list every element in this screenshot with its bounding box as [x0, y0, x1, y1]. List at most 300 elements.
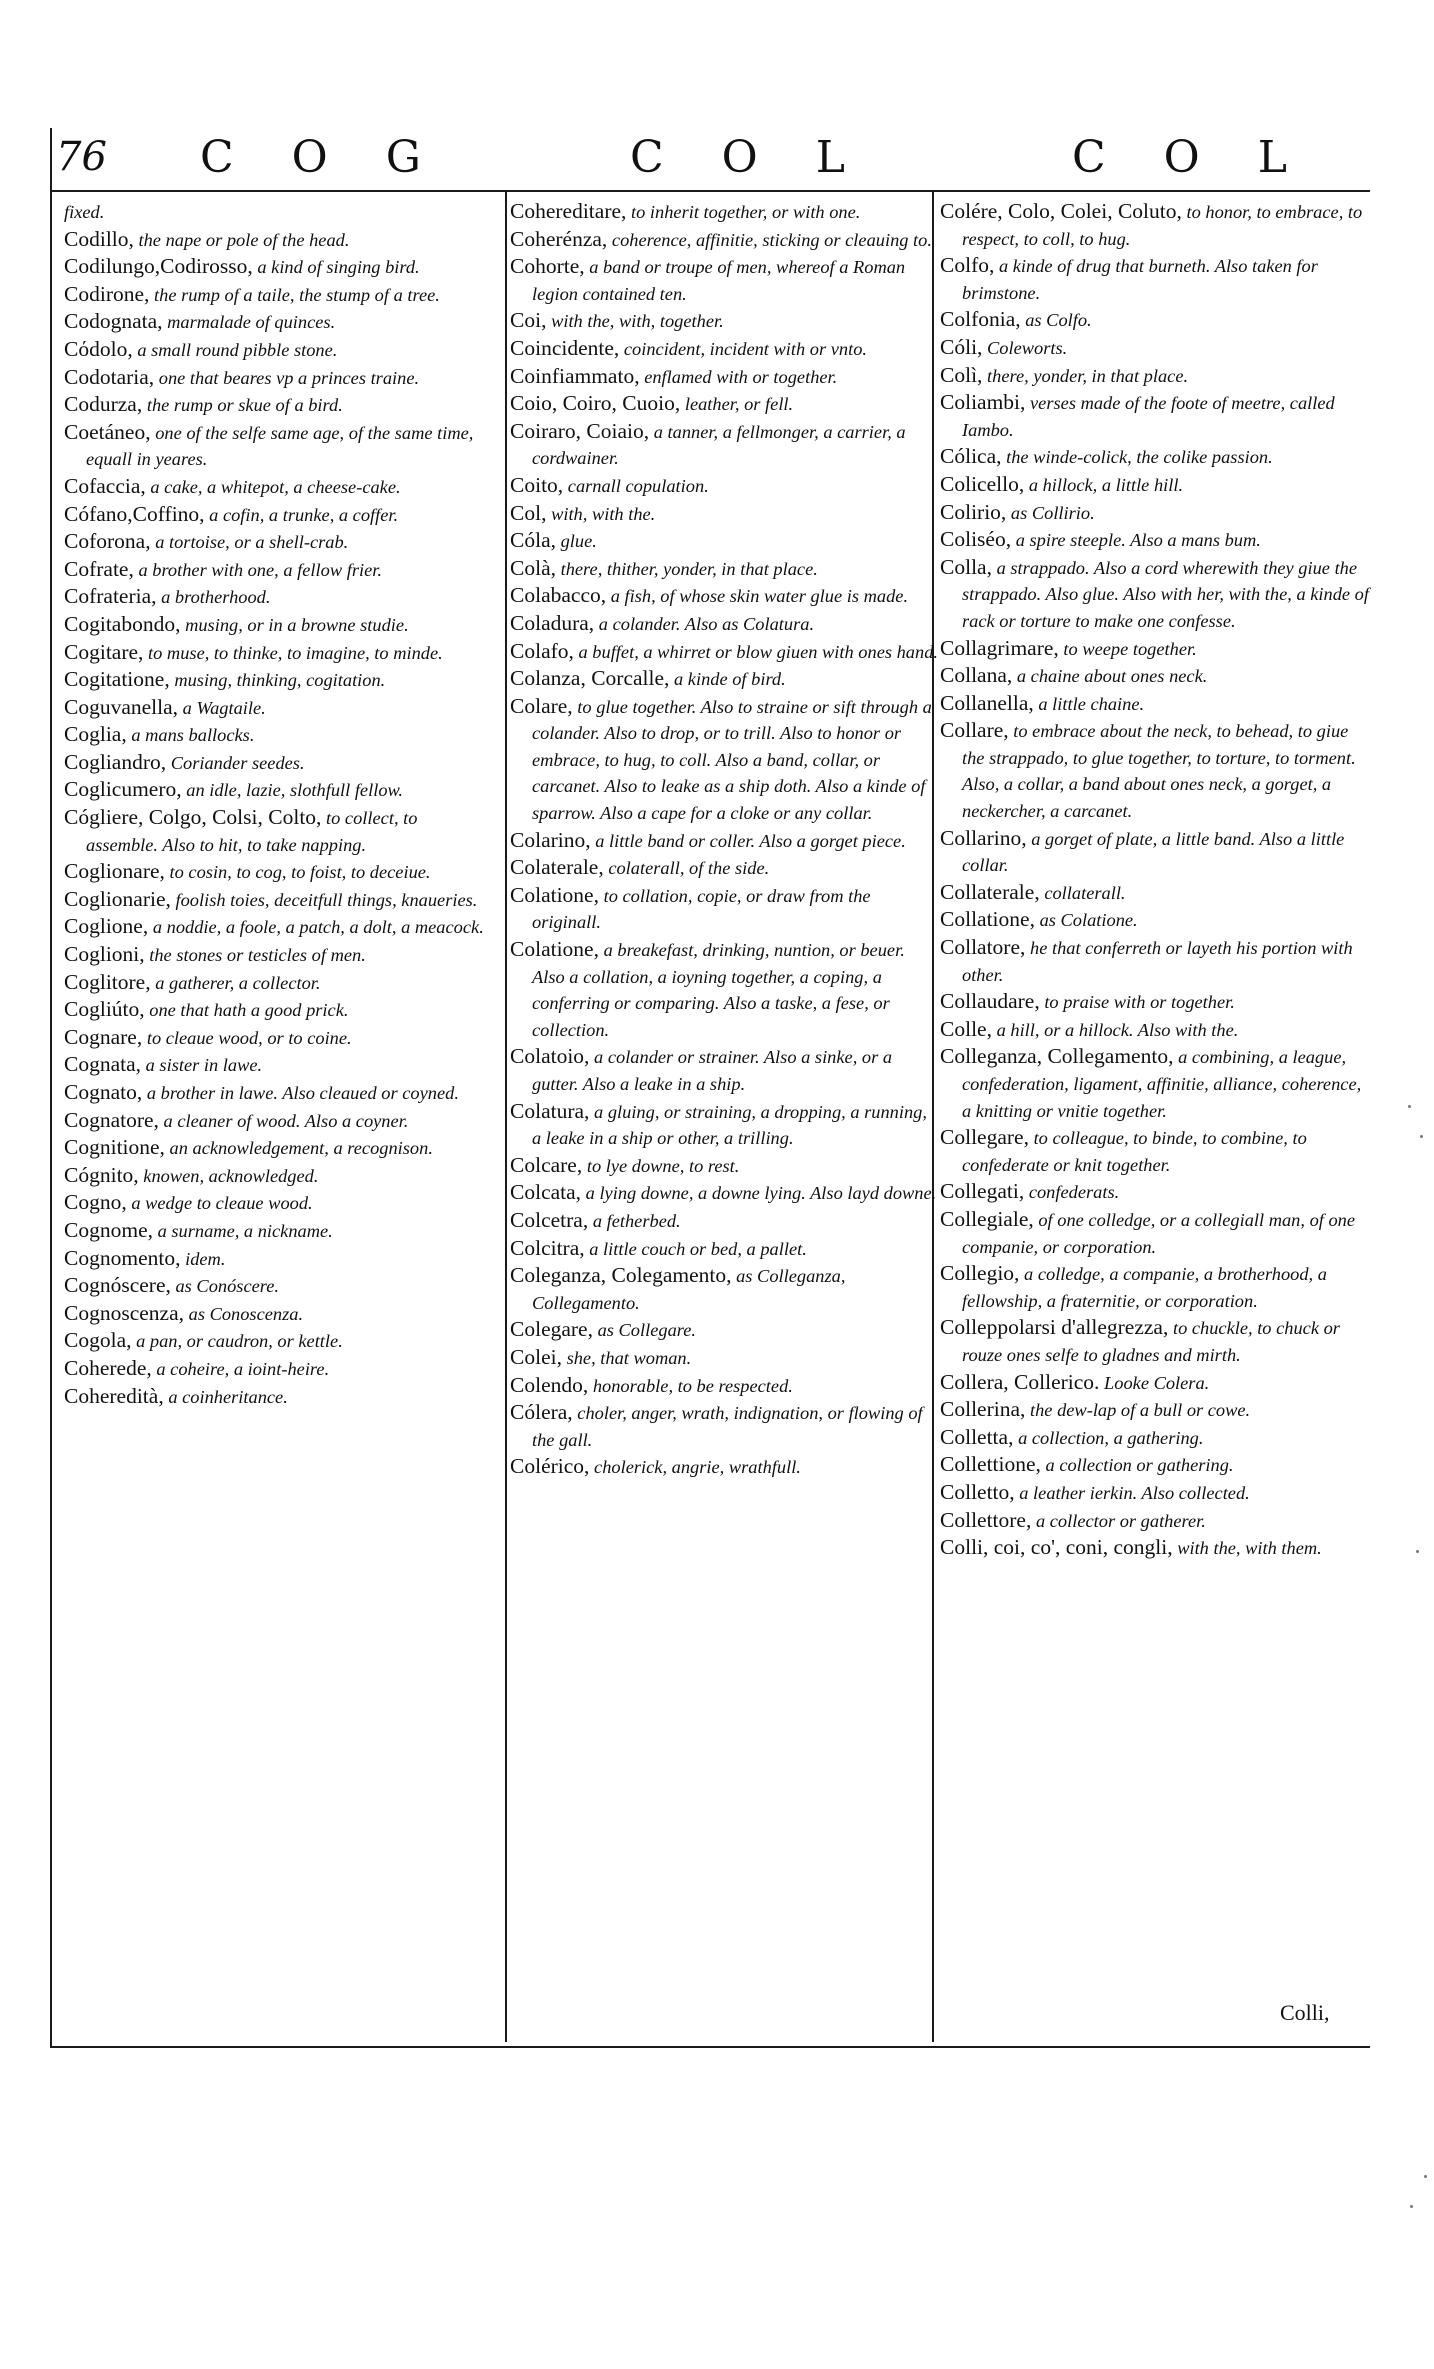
running-head-middle: C O L: [630, 132, 867, 183]
entry-definition: a fetherbed.: [592, 1210, 681, 1231]
dictionary-entry: [510, 527, 940, 555]
entry-headword: Coglioni,: [64, 942, 145, 967]
entry-definition: he that conferreth or layeth his portion with other.: [962, 938, 1353, 985]
entry-definition: as Colatione.: [1039, 910, 1138, 931]
entry-headword: Cogola,: [64, 1328, 132, 1353]
entry-headword: Colanza, Corcalle,: [510, 666, 670, 691]
entry-definition: verses made of the foote of meetre, called Iambo.: [962, 393, 1335, 440]
entry-definition: a strappado. Also a cord wherewith they giue the strappado. Also glue. Also with her, with the, a kinde of rack or torture to make one confesse.: [962, 557, 1369, 631]
dictionary-entry: [64, 666, 494, 694]
entry-headword: Collagrimare,: [940, 635, 1059, 660]
dictionary-entry: [64, 419, 494, 473]
entry-headword: Codillo,: [64, 226, 134, 251]
entry-headword: Collaterale,: [940, 879, 1040, 904]
entry-definition: the nape or pole of the head.: [138, 229, 350, 250]
entry-definition: a gluing, or straining, a dropping, a running, a leake in a ship or other, a trilling.: [532, 1101, 927, 1149]
dictionary-entry: [940, 717, 1370, 824]
dictionary-entry: [64, 1383, 494, 1411]
dictionary-entry: [510, 390, 940, 418]
entry-headword: Coio, Coiro, Cuoio,: [510, 391, 681, 416]
entry-headword: Collera, Collerico.: [940, 1369, 1100, 1394]
entry-headword: Cogliandro,: [64, 749, 167, 774]
dictionary-entry: [940, 1534, 1370, 1562]
dictionary-entry: [510, 226, 940, 254]
entry-definition: collaterall.: [1044, 882, 1126, 903]
entry-definition: choler, anger, wrath, indignation, or flowing of the gall.: [532, 1403, 923, 1450]
dictionary-entry: [940, 906, 1370, 934]
entry-definition: leather, or fell.: [684, 394, 794, 415]
dictionary-entry: [64, 391, 494, 419]
dictionary-entry: [64, 583, 494, 611]
entry-definition: to cleaue wood, or to coine.: [146, 1027, 352, 1048]
entry-definition: knowen, acknowledged.: [143, 1165, 319, 1186]
entry-definition: a little couch or bed, a pallet.: [589, 1238, 807, 1259]
entry-headword: Collegio,: [940, 1261, 1020, 1286]
entry-headword: Colarino,: [510, 827, 591, 852]
entry-definition: a cofin, a trunke, a coffer.: [209, 504, 399, 525]
entry-definition: honorable, to be respected.: [592, 1375, 793, 1396]
entry-definition: a collection, a gathering.: [1018, 1427, 1204, 1448]
dictionary-entry: [64, 1051, 494, 1079]
entry-headword: Coincidente,: [510, 335, 620, 360]
entry-definition: musing, thinking, cogitation.: [174, 670, 386, 691]
entry-headword: Col,: [510, 500, 547, 525]
dictionary-entry: [64, 1217, 494, 1245]
entry-headword: Codirone,: [64, 281, 150, 306]
entry-definition: Looke Colera.: [1104, 1372, 1210, 1393]
entry-headword: Coinfiammato,: [510, 363, 640, 388]
entry-definition: to colleague, to binde, to combine, to confederate or knit together.: [962, 1128, 1307, 1175]
entry-headword: Cognare,: [64, 1024, 143, 1049]
dictionary-entry: [510, 363, 940, 391]
entry-definition: a chaine about ones neck.: [1016, 666, 1208, 687]
dictionary-entry: [64, 308, 494, 336]
entry-definition: a spire steeple. Also a mans bum.: [1015, 530, 1261, 551]
entry-definition: the winde-colick, the colike passion.: [1006, 447, 1273, 468]
dictionary-entry: [510, 555, 940, 583]
entry-headword: Cohereditare,: [510, 199, 627, 223]
entry-headword: Cognitione,: [64, 1135, 165, 1160]
entry-headword: Cogitatione,: [64, 667, 170, 692]
entry-definition: a noddie, a foole, a patch, a dolt, a meacock.: [152, 917, 484, 938]
entry-headword: Codotaria,: [64, 364, 155, 389]
scan-speck: [1410, 2205, 1413, 2208]
entry-headword: Colére, Colo, Colei, Coluto,: [940, 199, 1182, 223]
entry-headword: Colirio,: [940, 499, 1007, 524]
catchword: Colli,: [1280, 2000, 1330, 2025]
entry-headword: Colatoio,: [510, 1044, 590, 1069]
entry-headword: Coheredità,: [64, 1383, 164, 1408]
entry-definition: as Conóscere.: [175, 1276, 280, 1297]
dictionary-entry: [64, 1189, 494, 1217]
dictionary-entry: [940, 1016, 1370, 1044]
entry-definition: as Colfo.: [1025, 310, 1092, 331]
entry-definition: a gorget of plate, a little band. Also a little collar.: [962, 828, 1345, 876]
entry-definition: a little chaine.: [1038, 693, 1145, 714]
dictionary-entry: [64, 776, 494, 804]
entry-headword: Colcare,: [510, 1152, 583, 1177]
dictionary-entry: [510, 472, 940, 500]
entry-definition: a pan, or caudron, or kettle.: [136, 1331, 343, 1352]
dictionary-entry: [64, 1245, 494, 1273]
dictionary-entry: [510, 1399, 940, 1453]
entry-headword: Coguvanella,: [64, 694, 179, 719]
entry-headword: Collatore,: [940, 935, 1026, 960]
dictionary-entry: [940, 554, 1370, 635]
entry-definition: a cake, a whitepot, a cheese-cake.: [150, 476, 401, 497]
dictionary-entry: [64, 1327, 494, 1355]
scan-speck: [1420, 1135, 1423, 1138]
entry-definition: a lying downe, a downe lying. Also layd downe.: [585, 1183, 937, 1204]
entry-definition: as Collirio.: [1010, 502, 1095, 523]
dictionary-entry: [510, 1316, 940, 1344]
dictionary-entry: [940, 198, 1370, 252]
entry-headword: Cógnito,: [64, 1162, 139, 1187]
entry-headword: Colaterale,: [510, 855, 604, 880]
entry-headword: Cogno,: [64, 1190, 127, 1215]
entry-headword: Coglionarie,: [64, 886, 171, 911]
dictionary-entry: [64, 1107, 494, 1135]
dictionary-entry: [940, 1479, 1370, 1507]
entry-headword: Coglionare,: [64, 859, 165, 884]
entry-headword: Collana,: [940, 663, 1013, 688]
entry-definition: the rump or skue of a bird.: [146, 395, 343, 416]
entry-definition: carnall copulation.: [567, 475, 709, 496]
dictionary-entry: [64, 611, 494, 639]
entry-headword: Collanella,: [940, 690, 1034, 715]
entry-definition: a cleaner of wood. Also a coyner.: [163, 1110, 409, 1131]
entry-headword: Cóla,: [510, 528, 556, 553]
entry-headword: Coglione,: [64, 914, 149, 939]
dictionary-entry: [940, 825, 1370, 879]
entry-definition: cholerick, angrie, wrathfull.: [594, 1457, 801, 1478]
entry-definition: a leather ierkin. Also collected.: [1019, 1482, 1250, 1503]
dictionary-entry: [510, 1372, 940, 1400]
dictionary-entry: [64, 1300, 494, 1328]
dictionary-entry: [940, 934, 1370, 988]
entry-definition: a brother in lawe. Also cleaued or coyned.: [146, 1083, 459, 1103]
dictionary-entry: [940, 662, 1370, 690]
entry-definition: a sister in lawe.: [145, 1055, 263, 1076]
entry-definition: Coleworts.: [987, 337, 1068, 358]
entry-definition: the rump of a taile, the stump of a tree.: [154, 284, 440, 305]
entry-definition: to lye downe, to rest.: [586, 1155, 740, 1176]
column-divider-1: [505, 192, 507, 2042]
entry-headword: Colli, coi, co', coni, congli,: [940, 1535, 1173, 1560]
dictionary-entry: [64, 364, 494, 392]
page-number: 76: [56, 134, 107, 180]
entry-definition: a kinde of bird.: [674, 669, 786, 690]
dictionary-entry: [64, 721, 494, 749]
entry-headword: Codilungo,Codirosso,: [64, 254, 253, 279]
dictionary-entry: [64, 913, 494, 941]
entry-definition: an idle, lazie, slothfull fellow.: [186, 780, 404, 801]
entry-headword: Collarino,: [940, 825, 1027, 850]
dictionary-entry: [510, 610, 940, 638]
dictionary-entry: [64, 858, 494, 886]
entry-definition: a wedge to cleaue wood.: [131, 1193, 313, 1214]
entry-headword: Colabacco,: [510, 583, 607, 608]
dictionary-entry: [510, 1453, 940, 1481]
dictionary-entry: [64, 941, 494, 969]
entry-definition: glue.: [560, 531, 597, 552]
entry-headword: Colla,: [940, 554, 992, 579]
entry-headword: Coglia,: [64, 722, 127, 747]
entry-definition: a colledge, a companie, a brotherhood, a fellowship, a fraternitie, or corporation.: [962, 1264, 1327, 1311]
entry-definition: a little band or coller. Also a gorget piece.: [595, 830, 906, 851]
entry-definition: idem.: [185, 1248, 226, 1269]
entry-headword: Cognato,: [64, 1080, 143, 1104]
dictionary-entry: [64, 473, 494, 501]
dictionary-entry: [510, 1344, 940, 1372]
dictionary-entry: [940, 252, 1370, 306]
entry-definition: with the, with them.: [1177, 1538, 1322, 1559]
entry-headword: Codurza,: [64, 392, 143, 417]
entry-headword: Cofrate,: [64, 556, 134, 581]
dictionary-entry: [940, 1260, 1370, 1314]
entry-definition: a hillock, a little hill.: [1028, 474, 1184, 495]
entry-headword: Cognóscere,: [64, 1273, 171, 1298]
dictionary-entry: [940, 1124, 1370, 1178]
entry-definition: a brother with one, a fellow frier.: [138, 559, 382, 580]
entry-definition: a gatherer, a collector.: [155, 972, 321, 993]
dictionary-entry: [940, 362, 1370, 390]
entry-definition: coincident, incident with or vnto.: [623, 338, 867, 359]
entry-definition: enflamed with or together.: [644, 366, 838, 387]
entry-definition: as Collegare.: [597, 1320, 697, 1341]
entry-headword: Colletta,: [940, 1424, 1014, 1449]
dictionary-entry: [64, 694, 494, 722]
dictionary-entry: [64, 1024, 494, 1052]
entry-headword: Cogliúto,: [64, 997, 145, 1022]
entry-headword: Collettione,: [940, 1452, 1041, 1477]
dictionary-entry: [510, 307, 940, 335]
entry-definition: a brotherhood.: [161, 587, 271, 608]
entry-headword: Cógliere, Colgo, Colsi, Colto,: [64, 805, 322, 830]
entry-headword: Coglitore,: [64, 969, 151, 994]
entry-definition: to weepe together.: [1063, 638, 1197, 659]
entry-headword: Colafo,: [510, 638, 574, 663]
dictionary-entry: [940, 1043, 1370, 1124]
entry-definition: as Colleganza, Collegamento.: [532, 1266, 846, 1313]
dictionary-entry: [940, 1178, 1370, 1206]
entry-definition: a combining, a league, confederation, ligament, affinitie, alliance, coherence, a knitting or vnitie together.: [962, 1047, 1362, 1121]
entry-headword: Collegare,: [940, 1125, 1029, 1150]
dictionary-entry: [64, 1134, 494, 1162]
dictionary-entry: [940, 1314, 1370, 1368]
entry-headword: Coladura,: [510, 610, 595, 635]
dictionary-entry: [940, 526, 1370, 554]
entry-headword: Cόdolo,: [64, 336, 133, 361]
entry-headword: Colletto,: [940, 1479, 1015, 1504]
left-margin-rule: [50, 128, 52, 2048]
entry-definition: a coheire, a ioint-heire.: [156, 1358, 330, 1379]
dictionary-entry: [510, 1179, 940, 1207]
entry-definition: to embrace about the neck, to behead, to giue the strappado, to glue together, to torture, to torment. Also, a collar, a band about ones neck, a gorget, a neckercher, a carcanet.: [962, 721, 1356, 822]
dictionary-entry: [510, 198, 940, 226]
scan-speck: [1424, 2175, 1427, 2178]
entry-definition: to chuckle, to chuck or rouze ones selfe to gladnes and mirth.: [962, 1318, 1340, 1365]
entry-definition: to cosin, to cog, to foist, to deceiue.: [169, 862, 431, 883]
entry-headword: Coliambi,: [940, 390, 1026, 415]
entry-definition: one of the selfe same age, of the same time, equall in yeares.: [86, 422, 474, 470]
dictionary-entry: [510, 418, 940, 472]
entry-headword: Colfonia,: [940, 307, 1021, 332]
dictionary-entry: [940, 1451, 1370, 1479]
dictionary-entry: [510, 1098, 940, 1152]
entry-definition: to honor, to embrace, to respect, to coll, to hug.: [962, 202, 1363, 249]
dictionary-entry: [64, 886, 494, 914]
entry-headword: Colleganza, Collegamento,: [940, 1044, 1174, 1069]
dictionary-entry: [510, 253, 940, 307]
column-right: [940, 198, 1370, 1562]
entry-headword: Cólera,: [510, 1400, 573, 1425]
entry-headword: Colatura,: [510, 1098, 590, 1123]
entry-headword: Collaudare,: [940, 989, 1040, 1014]
dictionary-entry: [510, 882, 940, 936]
dictionary-entry: [64, 1079, 494, 1107]
dictionary-entry: [64, 969, 494, 997]
dictionary-entry: [64, 198, 494, 226]
dictionary-entry: [510, 335, 940, 363]
entry-definition: to praise with or together.: [1044, 992, 1235, 1013]
entry-headword: Coforona,: [64, 529, 151, 554]
entry-headword: Cogitare,: [64, 639, 144, 664]
dictionary-entry: [940, 334, 1370, 362]
entry-definition: a Wagtaile.: [182, 697, 266, 718]
dictionary-entry: [940, 306, 1370, 334]
entry-definition: the dew-lap of a bull or cowe.: [1030, 1400, 1251, 1421]
scan-speck: [1416, 1550, 1419, 1553]
entry-definition: one that hath a good prick.: [149, 1000, 349, 1021]
dictionary-entry: [510, 1235, 940, 1263]
dictionary-entry: [940, 1396, 1370, 1424]
entry-headword: Colegare,: [510, 1317, 593, 1342]
entry-definition: to muse, to thinke, to imagine, to minde.: [148, 642, 443, 663]
entry-headword: Coi,: [510, 308, 547, 333]
dictionary-entry: [64, 501, 494, 529]
entry-headword: Collare,: [940, 718, 1009, 743]
entry-definition: there, yonder, in that place.: [987, 365, 1189, 386]
dictionary-entry: [64, 226, 494, 254]
entry-definition: to collation, copie, or draw from the originall.: [532, 885, 871, 933]
entry-headword: Colleppolarsi d'allegrezza,: [940, 1315, 1169, 1340]
entry-definition: to inherit together, or with one.: [631, 202, 861, 222]
dictionary-entry: [64, 639, 494, 667]
entry-definition: a colander. Also as Colatura.: [598, 613, 815, 634]
entry-headword: Collegati,: [940, 1179, 1025, 1204]
dictionary-entry: [64, 253, 494, 281]
entry-headword: Cohorte,: [510, 254, 585, 279]
dictionary-entry: [64, 556, 494, 584]
dictionary-entry: [940, 690, 1370, 718]
dictionary-entry: [510, 1043, 940, 1097]
entry-definition: coherence, affinitie, sticking or cleauing to.: [611, 229, 932, 250]
entry-headword: Colfo,: [940, 253, 995, 278]
dictionary-entry: [940, 389, 1370, 443]
entry-definition: a band or troupe of men, whereof a Roman legion contained ten.: [532, 257, 906, 304]
entry-definition: confederats.: [1028, 1182, 1120, 1203]
entry-headword: Cofrateria,: [64, 584, 157, 609]
entry-headword: Colicello,: [940, 471, 1025, 496]
dictionary-entry: [64, 336, 494, 364]
entry-definition: a breakefast, drinking, nuntion, or beuer. Also a collation, a ioyning together, a coping, a conferring or comparing. Also a taske, a fese, or collection.: [532, 940, 905, 1040]
entry-headword: Colatione,: [510, 937, 599, 962]
entry-definition: a fish, of whose skin water glue is made.: [610, 586, 909, 607]
dictionary-entry: [64, 528, 494, 556]
dictionary-entry: [64, 804, 494, 858]
entry-headword: Coherede,: [64, 1355, 152, 1380]
entry-definition: one that beares vp a princes traine.: [158, 367, 420, 388]
entry-definition: with the, with, together.: [551, 311, 724, 332]
entry-definition: an acknowledgement, a recognison.: [169, 1138, 433, 1159]
bottom-rule: [50, 2046, 1370, 2048]
dictionary-entry: [510, 582, 940, 610]
running-head-right: C O L: [1072, 132, 1309, 183]
dictionary-entry: [940, 443, 1370, 471]
dictionary-entry: [510, 1152, 940, 1180]
entry-headword: Colei,: [510, 1344, 562, 1369]
entry-headword: Colatione,: [510, 882, 599, 907]
entry-headword: Collatione,: [940, 907, 1035, 932]
entry-definition: as Conoscenza.: [188, 1303, 304, 1324]
entry-headword: Colendo,: [510, 1372, 589, 1397]
entry-headword: Cófano,Coffino,: [64, 501, 205, 526]
entry-definition: musing, or in a browne studie.: [185, 614, 409, 635]
entry-headword: Coetáneo,: [64, 419, 151, 444]
entry-definition: to collect, to assemble. Also to hit, to take napping.: [86, 808, 418, 855]
entry-headword: Coglicumero,: [64, 777, 182, 802]
entry-definition: a buffet, a whirret or blow giuen with ones hand.: [578, 641, 938, 662]
dictionary-entry: [64, 281, 494, 309]
dictionary-entry: [510, 665, 940, 693]
dictionary-entry: [510, 1207, 940, 1235]
entry-definition: a tortoise, or a shell-crab.: [155, 532, 349, 553]
header-rule: [50, 190, 1370, 192]
entry-headword: Coiraro, Coiaio,: [510, 418, 650, 443]
entry-headword: Coito,: [510, 472, 564, 497]
entry-headword: Colérico,: [510, 1454, 590, 1479]
entry-definition: a small round pibble stone.: [137, 339, 338, 360]
entry-definition: colaterall, of the side.: [608, 858, 770, 879]
dictionary-entry: [510, 693, 940, 827]
running-head-left: C O G: [200, 132, 443, 183]
entry-definition: of one colledge, or a collegiall man, of one companie, or corporation.: [962, 1209, 1356, 1257]
scan-speck: [1408, 1105, 1411, 1108]
entry-definition: a mans ballocks.: [131, 725, 255, 746]
dictionary-entry: [510, 500, 940, 528]
entry-definition: foolish toies, deceitfull things, knaueries.: [175, 889, 478, 910]
dictionary-entry: [940, 471, 1370, 499]
dictionary-entry: [940, 499, 1370, 527]
column-middle: [510, 198, 940, 1481]
dictionary-entry: [510, 1262, 940, 1316]
entry-headword: Codognata,: [64, 309, 163, 334]
entry-headword: Cognata,: [64, 1052, 142, 1077]
dictionary-entry: [940, 879, 1370, 907]
entry-definition: to glue together. Also to straine or sift through a colander. Also to drop, or to trill. Also to honor or embrace, to hug, to coll. Also a band, collar, or carcanet. Also to leake as a ship doth. Also a kinde of sparrow. Also a cape for a cloke or any collar.: [532, 696, 932, 824]
dictionary-entry: [510, 638, 940, 666]
dictionary-entry: [940, 635, 1370, 663]
dictionary-entry: [940, 1507, 1370, 1535]
entry-definition: with, with the.: [551, 503, 656, 524]
entry-headword: Colle,: [940, 1016, 992, 1041]
entry-headword: Coherénza,: [510, 226, 608, 251]
dictionary-entry: [64, 996, 494, 1024]
entry-definition: Coriander seedes.: [170, 752, 305, 773]
dictionary-entry: [510, 827, 940, 855]
entry-definition: marmalade of quinces.: [167, 312, 336, 333]
